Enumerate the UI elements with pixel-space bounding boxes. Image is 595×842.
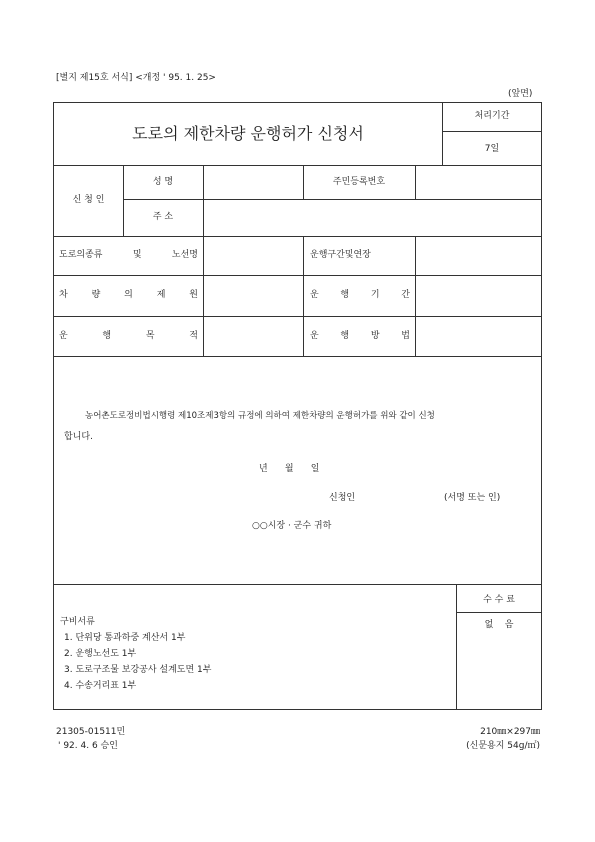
form-title: 도로의 제한차량 운행허가 신청서 — [132, 124, 364, 143]
row-divider — [54, 584, 542, 585]
address-label: 주 소 — [152, 212, 174, 222]
form-code: 21305-01511민 — [56, 727, 126, 737]
document-item: 3. 도로구조물 보강공사 설계도면 1부 — [64, 665, 212, 675]
row-divider — [123, 199, 542, 200]
purpose-field[interactable] — [205, 318, 301, 354]
row-divider — [54, 165, 542, 166]
col-divider — [303, 236, 304, 356]
fee-label: 수 수 료 — [483, 595, 515, 605]
processing-period-value: 7일 — [484, 144, 500, 154]
processing-period-label: 처리기간 — [474, 111, 510, 121]
vehicle-spec-label: 차 량 의 제 원 — [59, 290, 198, 300]
road-type-field[interactable] — [205, 238, 301, 273]
paper-size: 210㎜×297㎜ — [480, 727, 540, 737]
form-number: [별지 제15호 서식] <개정 ' 95. 1. 25> — [56, 73, 216, 83]
address-field[interactable] — [205, 201, 540, 234]
statement-text: 농어촌도로정비법시행령 제10조제3항의 규정에 의하여 제한차량의 운행허가를 위와 같이 신청 — [85, 411, 435, 421]
route-label: 운행구간및연장 — [310, 250, 371, 260]
paper-type: (신문용지 54g/㎡) — [466, 741, 540, 751]
signer-label: 신청인 — [329, 493, 356, 503]
vehicle-spec-field[interactable] — [205, 277, 301, 314]
documents-title: 구비서류 — [60, 617, 95, 627]
row-divider — [54, 275, 542, 276]
fee-divider — [456, 612, 542, 613]
name-label: 성 명 — [152, 177, 174, 187]
document-item: 4. 수송거리표 1부 — [64, 681, 137, 691]
row-divider — [54, 356, 542, 357]
applicant-label: 신 청 인 — [72, 195, 105, 205]
row-divider — [54, 316, 542, 317]
period-field[interactable] — [417, 277, 540, 314]
processing-divider — [442, 131, 542, 132]
method-field[interactable] — [417, 318, 540, 354]
name-field[interactable] — [205, 167, 301, 197]
fee-value: 없 음 — [484, 620, 514, 630]
document-item: 2. 운행노선도 1부 — [64, 649, 137, 659]
purpose-label: 운 행 목 적 — [59, 331, 198, 341]
method-label: 운 행 방 법 — [310, 331, 410, 341]
date-line: 년 월 일 — [259, 464, 320, 474]
resident-id-field[interactable] — [417, 167, 540, 197]
col-divider — [415, 165, 416, 199]
signature-hint: (서명 또는 인) — [444, 493, 501, 503]
resident-id-label: 주민등록번호 — [332, 177, 386, 187]
signer-field[interactable] — [362, 489, 434, 505]
route-field[interactable] — [417, 238, 540, 273]
addressee: ○○시장 · 군수 귀하 — [252, 521, 332, 531]
col-divider — [415, 236, 416, 356]
statement-text-cont: 합니다. — [64, 432, 93, 442]
document-item: 1. 단위당 통과하중 계산서 1부 — [64, 633, 186, 643]
road-type-label: 도로의종류 및 노선명 — [59, 250, 198, 260]
row-divider — [54, 236, 542, 237]
page-side-label: (앞면) — [508, 89, 533, 99]
approval-date: ' 92. 4. 6 승인 — [58, 741, 118, 751]
col-divider — [203, 165, 204, 356]
col-divider — [123, 165, 124, 236]
period-label: 운 행 기 간 — [310, 290, 410, 300]
